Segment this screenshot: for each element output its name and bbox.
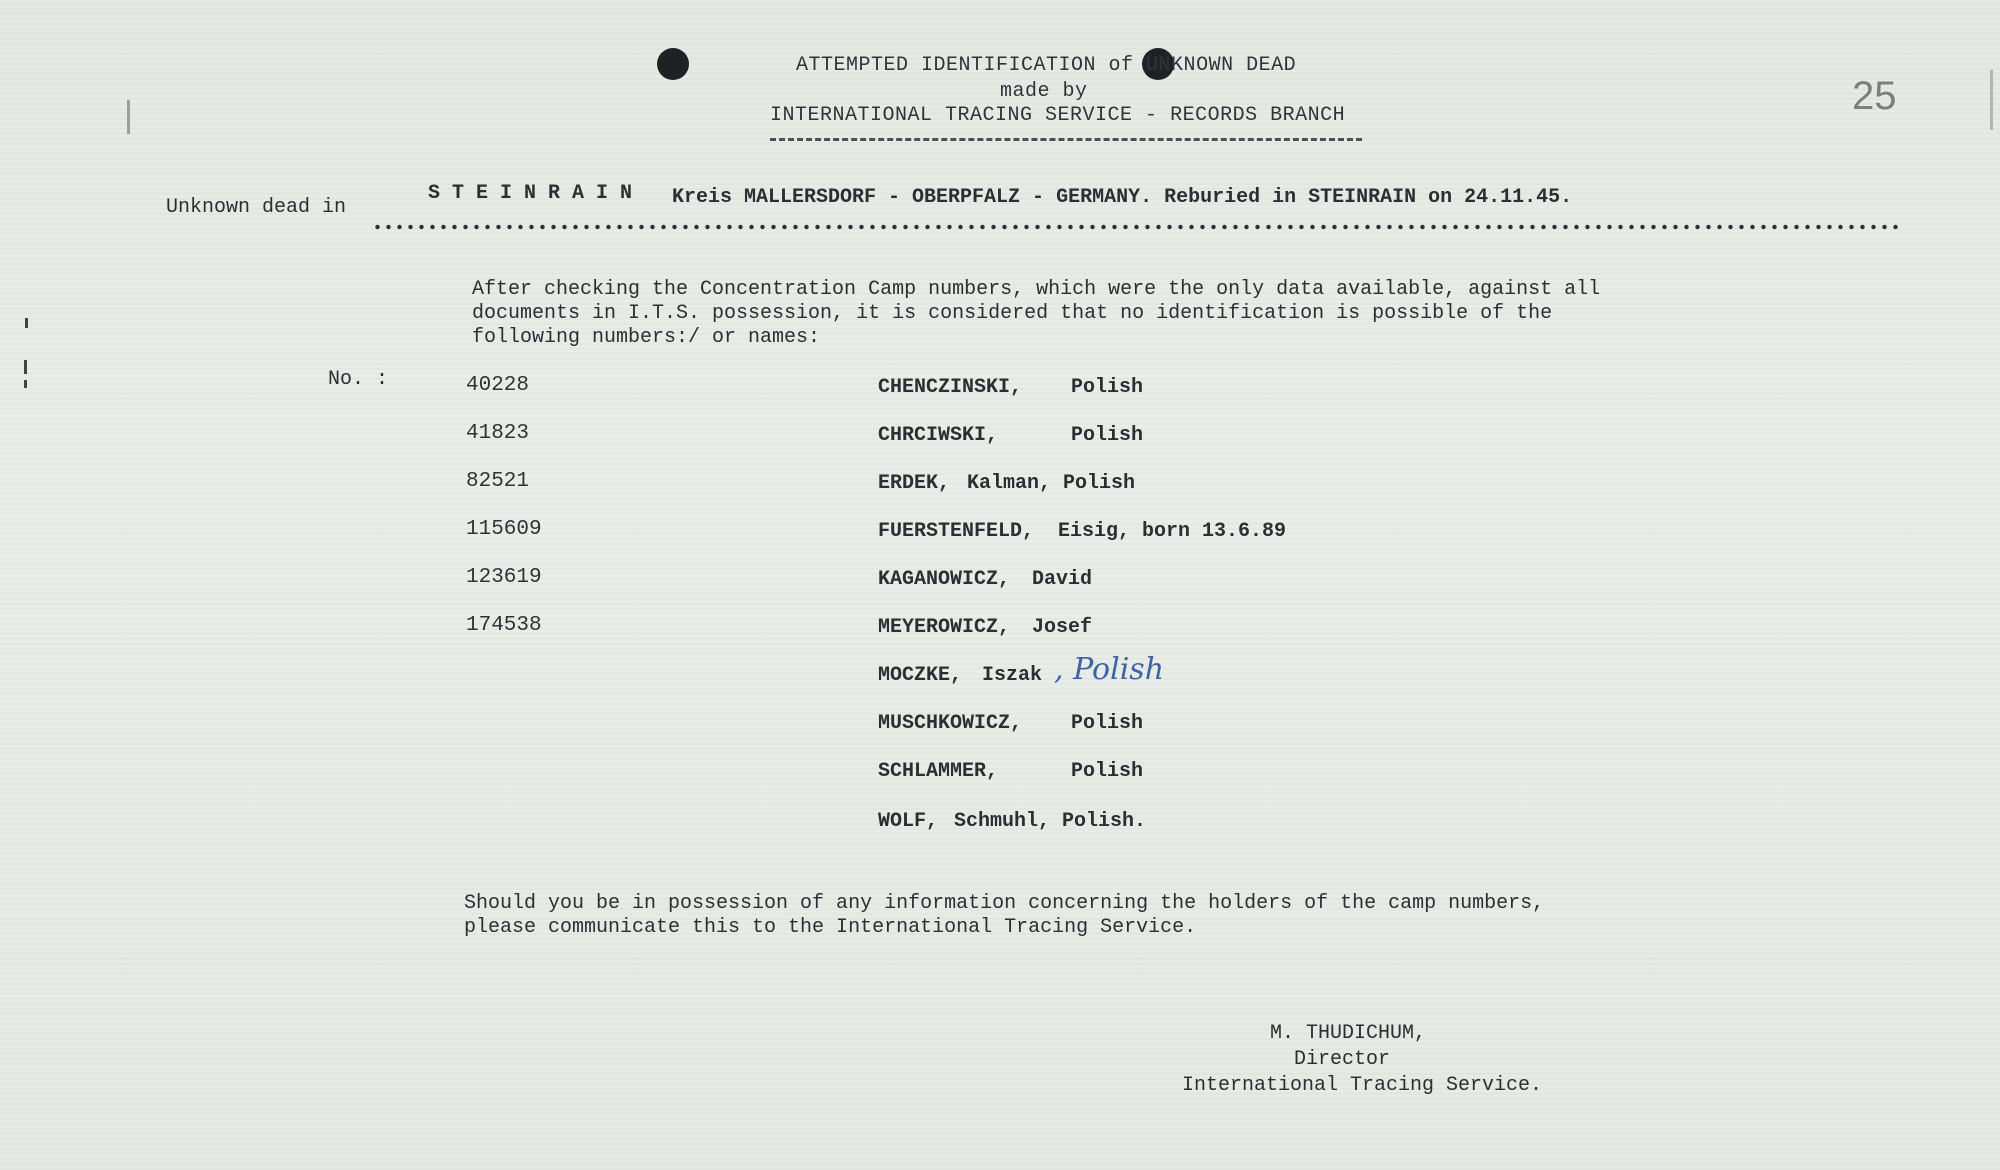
person-detail: Schmuhl, Polish.: [954, 810, 1147, 833]
person-name: WOLF,: [878, 810, 939, 833]
camp-number: 174538: [466, 614, 542, 637]
person-name: SCHLAMMER,: [878, 760, 999, 783]
person-name: MOCZKE,: [878, 664, 963, 687]
signature-title: Director: [1294, 1048, 1391, 1071]
camp-number: 41823: [466, 422, 530, 445]
number-label: No. :: [328, 368, 389, 391]
intro-line-1: After checking the Concentration Camp numbers, which were the only data available, against all: [472, 278, 1601, 301]
closing-line-2: please communicate this to the International Tracing Service.: [464, 916, 1197, 939]
person-name: MEYEROWICZ,: [878, 616, 1011, 639]
camp-number: 82521: [466, 470, 530, 493]
edge-mark: [24, 360, 27, 374]
person-name: ERDEK,: [878, 472, 951, 495]
person-name: CHENCZINSKI,: [878, 376, 1023, 399]
person-name: FUERSTENFELD,: [878, 520, 1035, 543]
header-underline: [770, 138, 1362, 141]
edge-mark: [25, 318, 28, 328]
camp-number: 123619: [466, 566, 542, 589]
person-detail: Eisig, born 13.6.89: [1058, 520, 1287, 543]
location-dotted-line: [372, 224, 1900, 230]
intro-line-2: documents in I.T.S. possession, it is considered that no identification is possible of the: [472, 302, 1553, 325]
edge-mark: [127, 100, 130, 134]
person-name: MUSCHKOWICZ,: [878, 712, 1023, 735]
handwritten-annotation: , Polish: [1054, 652, 1165, 687]
person-detail: Polish: [1071, 424, 1144, 447]
edge-mark: [1990, 70, 1993, 130]
intro-line-3: following numbers:/ or names:: [472, 326, 821, 349]
location-label: Unknown dead in: [166, 196, 347, 219]
person-detail: Polish: [1071, 760, 1144, 783]
camp-number: 115609: [466, 518, 542, 541]
page-number: 25: [1852, 74, 1897, 118]
person-name: KAGANOWICZ,: [878, 568, 1011, 591]
header-org: INTERNATIONAL TRACING SERVICE - RECORDS BRANCH: [770, 104, 1346, 127]
person-detail: Polish: [1071, 376, 1144, 399]
camp-number: 40228: [466, 374, 530, 397]
person-name: CHRCIWSKI,: [878, 424, 999, 447]
signature-name: M. THUDICHUM,: [1270, 1022, 1427, 1045]
person-detail: Kalman, Polish: [967, 472, 1136, 495]
header-title: ATTEMPTED IDENTIFICATION of UNKNOWN DEAD: [796, 54, 1297, 77]
person-detail: Polish: [1071, 712, 1144, 735]
person-detail: Josef: [1032, 616, 1093, 639]
closing-line-1: Should you be in possession of any information concerning the holders of the camp numbers,: [464, 892, 1545, 915]
header-made-by: made by: [1000, 80, 1088, 103]
person-detail: David: [1032, 568, 1093, 591]
location-details: Kreis MALLERSDORF - OBERPFALZ - GERMANY. Reburied in STEINRAIN on 24.11.45.: [672, 186, 1573, 209]
location-town: S T E I N R A I N: [428, 182, 633, 205]
person-detail: Iszak: [982, 664, 1043, 687]
signature-org: International Tracing Service.: [1182, 1074, 1543, 1097]
punch-hole-left: [657, 48, 689, 80]
edge-mark: [24, 380, 27, 388]
